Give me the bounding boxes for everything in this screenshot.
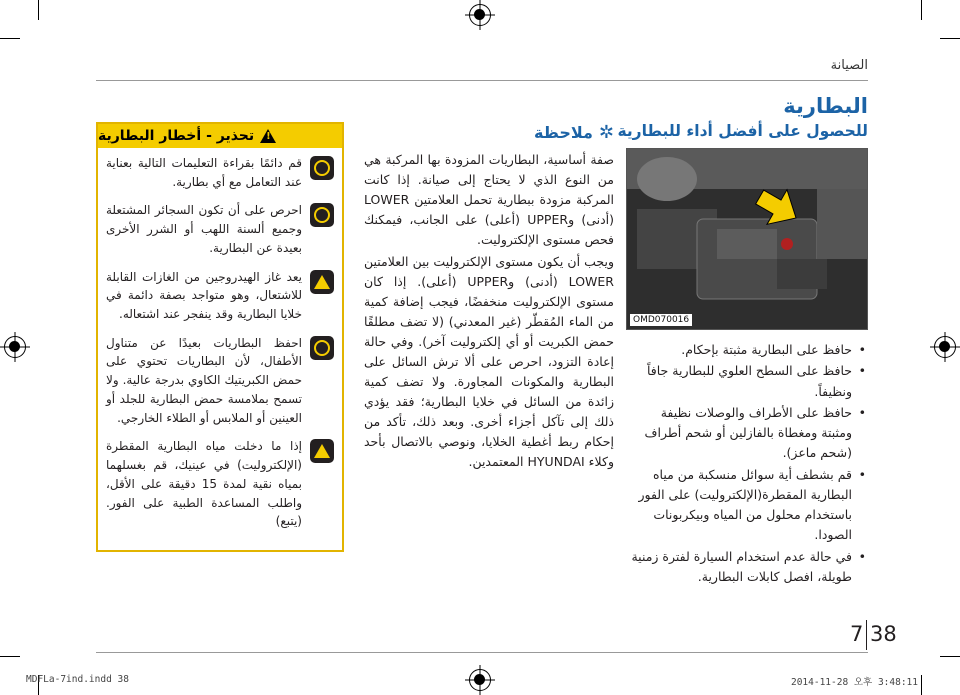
crop-mark [38,0,39,20]
warning-text: احفظ البطاريات بعيدًا عن متناول الأطفال، لأن البطاريات تحتوي على حمض الكبريتيك الكاوي بدرجة عالية. ولا تسمح بملامسة حمض البطارية للجلد أو العينين أو الملابس أو الطلاء الخارجي. [106,335,302,425]
crop-mark [940,656,960,657]
notice-body [364,150,614,474]
warning-text: قم دائمًا بقراءة التعليمات التالية بعناية عند التعامل مع أي بطارية. [106,156,302,189]
warning-item [98,328,342,432]
notice-star-icon: ✲ [598,122,614,143]
child-icon [310,336,334,360]
print-timestamp: 2014-11-28 오후 3:48:11 [790,677,918,688]
page-number: 38 [870,622,897,646]
crop-mark [921,675,922,695]
warning-item [98,431,342,535]
notice-title: ملاحظة [534,123,593,142]
battery-care-list [628,340,868,588]
notice-heading [534,122,614,143]
registration-mark [934,336,956,358]
notice-paragraph: ويجب أن يكون مستوى الإلكتروليت بين العلامتين LOWER (أدنى) وUPPER (أعلى). إذا كان مستوى الإلكتروليت منخفضًا، فيجب إضافة كمية من الماء المُقطّر (غير المعدني) (لا تضف مطلقًا حمض الكبريت أو أي إلكتروليت آخر). وفي حالة إعادة التزود، احرص على ألا ترش السائل على البطارية والمكونات المجاورة. ولا تضف كمية زائدة من السائل في خلايا البطارية؛ فقد يؤدي ذلك إلى تآكل أجزاء أخرى. وبعد ذلك، تأكد من إحكام ربط أغطية الخلايا، ونوصي بالاتصال بأحد وكلاء HYUNDAI المعتمدين. [364,254,614,469]
battery-photo [626,148,868,330]
warning-item [98,262,342,328]
list-item: • في حالة عدم استخدام السيارة لفترة زمنية طويلة، افصل كابلات البطارية. [628,547,868,588]
no-smoking-icon [310,203,334,227]
registration-mark [4,336,26,358]
subsection-title: للحصول على أفضل أداء للبطارية [617,122,868,140]
explosion-icon [310,270,334,294]
crop-mark [940,38,960,39]
page-number-separator [866,620,867,650]
header-divider [96,80,868,81]
warning-text: إذا ما دخلت مياه البطارية المقطرة (الإلكتروليت) في عينيك، قم بغسلهما بمياه نقية لمدة 15 دقيقة على الأقل، واطلب المساعدة الطبية على الفور. (يتبع) [106,439,302,529]
warning-title: تحذير - أخطار البطارية [98,128,255,144]
crop-mark [921,0,922,20]
footer-divider [96,652,868,653]
warning-box [96,122,344,552]
registration-mark [469,4,491,26]
list-item: • قم بشطف أية سوائل منسكبة من مياه البطارية المقطرة(الإلكتروليت) على الفور باستخدام محلول من المياه وبيكربونات الصودا. [628,465,868,546]
crop-mark [0,656,20,657]
section-header: الصيانة [830,58,868,73]
file-slug: MDFLa-7ind.indd 38 [26,674,129,685]
notice-paragraph: صفة أساسية، البطاريات المزودة بها المركبة هي من النوع الذي لا يحتاج إلى صيانة. إذا كانت المركبة مزودة ببطارية تحمل العلامتين LOWER (أدنى) وUPPER (أعلى) على الجانب، فيمكنك فحص مستوى الإلكتروليت. [364,152,615,247]
acid-icon [310,439,334,463]
warning-text: احرص على أن تكون السجائر المشتعلة وجميع ألسنة اللهب أو الشرر الأخرى بعيدة عن البطارية. [106,203,302,255]
list-item: • حافظ على البطارية مثبتة بإحكام. [628,340,868,360]
warning-item [98,148,342,195]
crop-mark [0,38,20,39]
list-item: • حافظ على السطح العلوي للبطارية جافاً ونظيفاً. [628,361,868,402]
chapter-number: 7 [850,622,864,646]
warning-triangle-icon [260,129,276,143]
engine-bay-illustration [627,149,868,330]
warning-text: يعد غاز الهيدروجين من الغازات القابلة للاشتعال، وهو متواجد بصفة دائمة في خلايا البطارية وقد ينفجر عند اشتعاله. [106,269,302,322]
photo-caption: OMD070016 [630,314,692,326]
section-title: البطارية [783,94,868,118]
book-icon [310,156,334,180]
registration-mark [469,669,491,691]
warning-item [98,195,342,261]
warning-header [98,124,342,148]
list-item: • حافظ على الأطراف والوصلات نظيفة ومثبتة ومغطاة بالفازلين أو شحم أطراف (شحم ماعز). [628,403,868,464]
